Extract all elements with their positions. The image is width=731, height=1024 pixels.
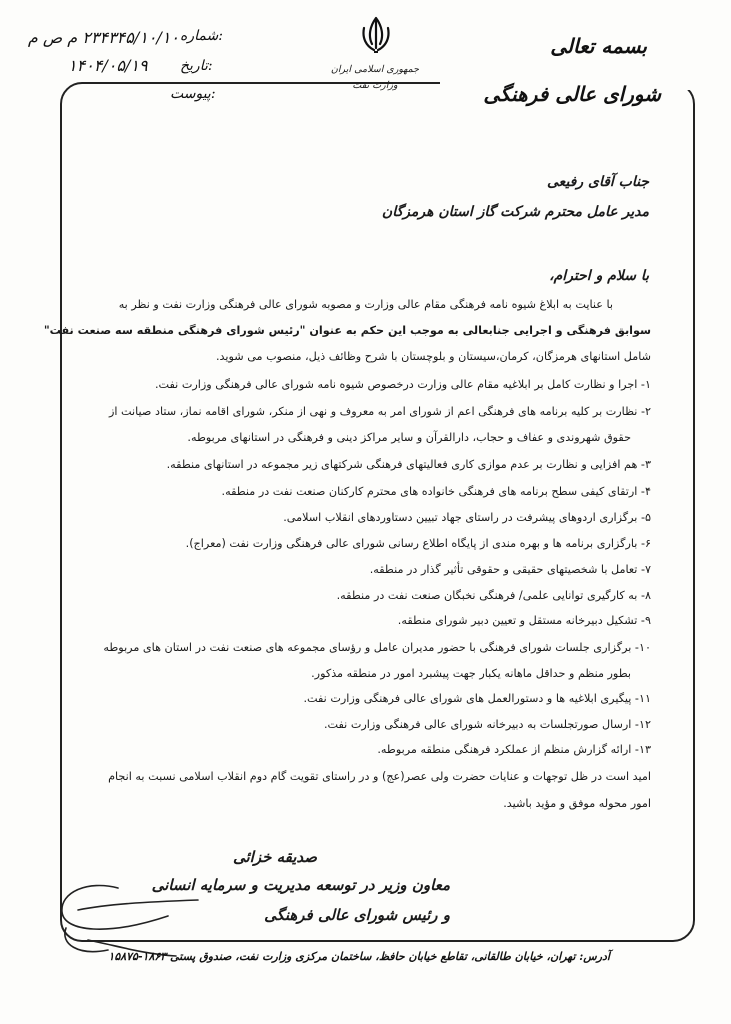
duty-item-10: ۱۰- برگزاری جلسات شورای فرهنگی با حضور مدیران عامل و رؤسای مجموعه های صنعت نفت در استان های مربوطه <box>103 641 651 654</box>
number-value: ۲۳۴۳۴۵/۱۰/۱۰ م ص م <box>27 28 179 47</box>
intro-line-3: شامل استانهای هرمزگان، کرمان،سیستان و بلوچستان با شرح وظائف ذیل، منصوب می شوید. <box>215 350 651 363</box>
attachment-label: پیوست: <box>170 86 216 102</box>
council-name: شورای عالی فرهنگی <box>477 82 667 106</box>
emblem-line-2: وزارت نفت <box>352 80 398 91</box>
duty-item-4: ۴- ارتقای کیفی سطح برنامه های فرهنگی خانواده های محترم کارکنان صنعت نفت در منطقه. <box>221 485 651 498</box>
recipient-title: مدیر عامل محترم شرکت گاز استان هرمزگان <box>381 204 649 220</box>
emblem-line-1: جمهوری اسلامی ایران <box>330 64 420 75</box>
duty-item-7: ۷- تعامل با شخصیتهای حقیقی و حقوقی تأثیر گذار در منطقه. <box>369 563 651 576</box>
signer-title-1: معاون وزیر در توسعه مدیریت و سرمایه انسانی <box>151 876 450 894</box>
duty-item-8: ۸- به کارگیری توانایی علمی/ فرهنگی نخبگان صنعت نفت در منطقه. <box>336 589 651 602</box>
duty-item-2-cont: حقوق شهروندی و عفاف و حجاب، دارالقرآن و سایر مراکز دینی و فرهنگی در استانهای مربوطه. <box>187 431 631 444</box>
date-label: تاریخ: <box>180 58 213 74</box>
greeting: با سلام و احترام، <box>549 268 649 284</box>
recipient-name: جناب آقای رفیعی <box>547 174 649 190</box>
date-value: ۱۴۰۴/۰۵/۱۹ <box>68 56 148 75</box>
intro-line-2: سوابق فرهنگی و اجرایی جنابعالی به موجب این حکم به عنوان "رئیس شورای فرهنگی منطقه سه صنعت نفت" <box>43 324 651 337</box>
closing-line-1: امید است در ظل توجهات و عنایات حضرت ولی عصر(عج) و در راستای تقویت گام دوم انقلاب اسلامی نسبت به انجام <box>108 770 651 783</box>
signer-title-2: و رئیس شورای عالی فرهنگی <box>264 906 450 924</box>
duty-item-10-cont: بطور منظم و حداقل ماهانه یکبار جهت پیشبرد امور در منطقه مذکور. <box>311 667 631 680</box>
intro-line-1: با عنایت به ابلاغ شیوه نامه فرهنگی مقام عالی وزارت و مصوبه شورای عالی فرهنگی وزارت نفت و نظر به <box>118 298 613 311</box>
signer-name: صدیقه خزائی <box>232 848 318 866</box>
duty-item-3: ۳- هم افزایی و نظارت بر عدم موازی کاری فعالیتهای فرهنگی شرکتهای زیر مجموعه در استانهای منطقه. <box>166 458 651 471</box>
duty-item-11: ۱۱- پیگیری ابلاغیه ها و دستورالعمل های شورای عالی فرهنگی وزارت نفت. <box>303 692 651 705</box>
duty-item-5: ۵- برگزاری اردوهای پیشرفت در راستای جهاد تبیین دستاوردهای انقلاب اسلامی. <box>283 511 651 524</box>
closing-line-2: امور محوله موفق و مؤید باشید. <box>503 797 651 810</box>
duty-item-6: ۶- بارگزاری برنامه ها و بهره مندی از پایگاه اطلاع رسانی شورای عالی فرهنگی وزارت نفت (معراج). <box>185 537 651 550</box>
iran-emblem-icon <box>356 14 396 58</box>
duty-item-1: ۱- اجرا و نظارت کامل بر ابلاغیه مقام عالی وزارت درخصوص شیوه نامه شورای عالی فرهنگی وزارت نفت. <box>154 378 651 391</box>
number-label: شماره: <box>180 28 223 44</box>
bismillah: بسمه تعالی <box>550 34 647 58</box>
duty-item-12: ۱۲- ارسال صورتجلسات به دبیرخانه شورای عالی فرهنگی وزارت نفت. <box>323 718 651 731</box>
footer-address: آدرس: تهران، خیابان طالقانی، تقاطع خیابان حافظ، ساختمان مرکزی وزارت نفت، صندوق پستی ۱۸۶۳-۱۵۸۷۵ <box>108 950 610 963</box>
duty-item-13: ۱۳- ارائه گزارش منظم از عملکرد فرهنگی منطقه مربوطه. <box>377 743 651 756</box>
duty-item-2: ۲- نظارت بر کلیه برنامه های فرهنگی اعم از شورای امر به معروف و نهی از منکر، شورای اقامه نماز، ستاد صیانت از <box>108 405 651 418</box>
duty-item-9: ۹- تشکیل دبیرخانه مستقل و تعیین دبیر شورای منطقه. <box>397 614 651 627</box>
